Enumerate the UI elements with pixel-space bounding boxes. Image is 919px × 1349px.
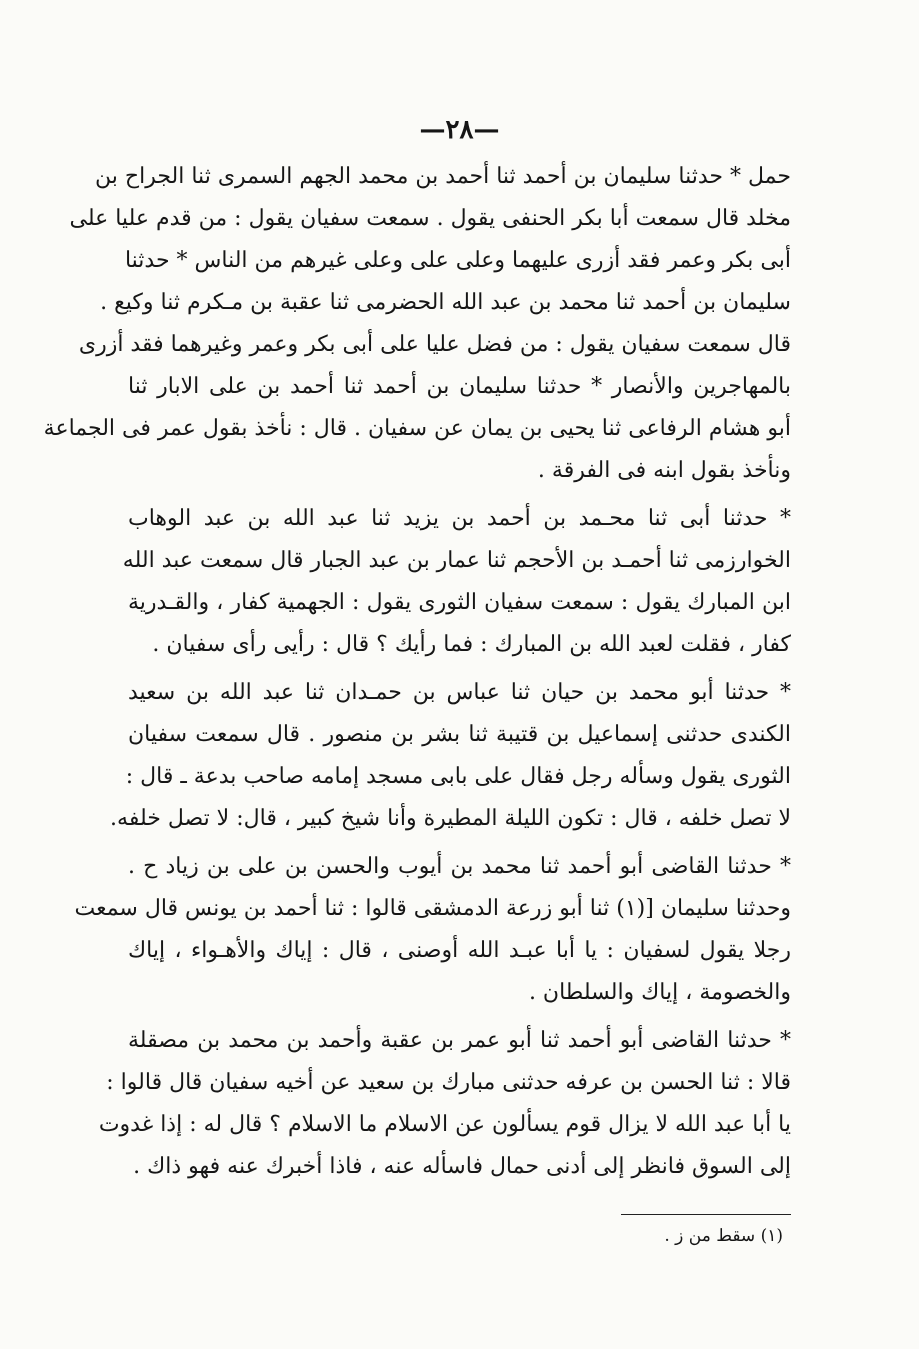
text-line: * حدثنا القاضى أبو أحمد ثنا أبو عمر بن عقبة وأحمد بن محمد بن مصقلة [128,1028,791,1053]
text-line: ابن المبارك يقول : سمعت سفيان الثورى يقول : الجهمية كفار ، والقـدرية [128,590,791,615]
paragraph [122,498,791,666]
text-line: * حدثنا أبى ثنا محـمد بن أحمد بن يزيد ثنا عبد الله بن عبد الوهاب [128,506,791,531]
text-line: كفار ، فقلت لعبد الله بن المبارك : فما رأيك ؟ قال : رأيى رأى سفيان . [152,632,791,657]
text-line: إلى السوق فانظر إلى أدنى حمال فاسأله عنه ، فاذا أخبرك عنه فهو ذاك . [133,1154,791,1179]
paragraph [110,672,791,840]
paragraph [74,846,791,1014]
text-line: مخلد قال سمعت أبا بكر الحنفى يقول . سمعت سفيان يقول : من قدم عليا على [69,206,791,231]
text-line: ونأخذ بقول ابنه فى الفرقة . [537,458,791,483]
text-line: * حدثنا القاضى أبو أحمد ثنا محمد بن أيوب والحسن بن على بن زياد ح . [128,854,791,879]
text-line: وحدثنا سليمان [(١) ثنا أبو زرعة الدمشقى قالوا : ثنا أحمد بن يونس قال سمعت [74,896,791,921]
paragraph [98,1020,791,1188]
text-line: والخصومة ، إياك والسلطان . [528,980,791,1005]
page-number: —٢٨— [419,115,500,145]
paragraph [43,156,791,492]
text-line: الثورى يقول وسأله رجل فقال على بابى مسجد إمامه صاحب بدعة ـ قال : [125,764,791,789]
text-line: قال سمعت سفيان يقول : من فضل عليا على أبى بكر وعمر وغيرهما فقد أزرى [78,332,791,357]
body-text [43,156,791,1188]
text-line: لا تصل خلفه ، قال : تكون الليلة المطيرة وأنا شيخ كبير ، قال: لا تصل خلفه. [110,806,791,831]
text-line: الكندى حدثنى إسماعيل بن قتيبة ثنا بشر بن منصور . قال سمعت سفيان [128,722,791,747]
text-line: حمل * حدثنا سليمان بن أحمد ثنا أحمد بن محمد الجهم السمرى ثنا الجراح بن [95,164,791,189]
text-line: قالا : ثنا الحسن بن عرفه حدثنى مبارك بن سعيد عن أخيه سفيان قال قالوا : [106,1070,791,1095]
text-line: الخوارزمى ثنا أحمـد بن الأحجم ثنا عمار بن عبد الجبار قال سمعت عبد الله [122,548,791,573]
text-line: أبى بكر وعمر فقد أزرى عليهما وعلى على وعلى غيرهم من الناس * حدثنا [124,248,791,273]
text-line: أبو هشام الرفاعى ثنا يحيى بن يمان عن سفيان . قال : نأخذ بقول عمر فى الجماعة [43,416,791,441]
text-line: رجلا يقول لسفيان : يا أبا عبـد الله أوصنى ، قال : إياك والأهـواء ، إياك [128,938,791,963]
text-line: يا أبا عبد الله لا يزال قوم يسألون عن الاسلام ما الاسلام ؟ قال له : إذا غدوت [98,1112,791,1137]
footnote-rule [621,1214,791,1215]
text-line: * حدثنا أبو محمد بن حيان ثنا عباس بن حمـدان ثنا عبد الله بن سعيد [128,680,791,705]
text-line: بالمهاجرين والأنصار * حدثنا سليمان بن أحمد ثنا أحمد بن على الابار ثنا [128,374,791,399]
text-line: سليمان بن أحمد ثنا محمد بن عبد الله الحضرمى ثنا عقبة بن مـكرم ثنا وكيع . [100,290,791,315]
footnote: (١) سقط من ز . [664,1226,783,1246]
